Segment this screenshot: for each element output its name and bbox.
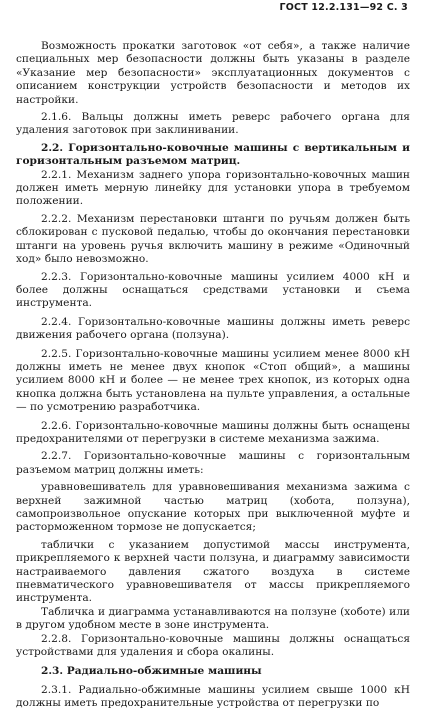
clause-2-2-6: 2.2.6. Горизонтально-ковочные машины должны быть оснащены предохранителями от перегрузки в системе механизма зажима. — [16, 419, 410, 445]
paragraph: Возможность прокатки заготовок «от себя», а также наличие специальных мер безопасности должны быть указаны в разделе «Указание мер безопасности» эксплуатационных документов с описанием конструкции устройств безопасности и методов их настройки. — [16, 40, 410, 106]
list-item-counterbalance: уравновешиватель для уравновешивания механизма зажима с верхней зажимной частью матриц (хобота, ползуна), самопроизвольное опускание которых при выключенной муфте и расторможенном тормозе не допускается; — [16, 481, 410, 534]
clause-2-2-4: 2.2.4. Горизонтально-ковочные машины должны иметь реверс движения рабочего органа (ползуна). — [16, 315, 410, 342]
clause-2-3-1: 2.3.1. Радиально-обжимные машины усилием свыше 1000 кН должны иметь предохранительные устройства от перегрузки по — [16, 683, 410, 710]
clause-2-2-2: 2.2.2. Механизм перестановки штанги по ручьям должен быть сблокирован с пусковой педалью, чтобы до окончания перестановки штанги на уровень ручья включить машину в режиме «Одиночный ход» было невозможно. — [16, 212, 410, 266]
paragraph-plate-location: Табличка и диаграмма устанавливаются на ползуне (хоботе) или в другом удобном месте в зоне инструмента. — [16, 605, 410, 632]
section-heading-2-2 — [16, 142, 410, 169]
section-heading-text: 2.2. Горизонтально-ковочные машины с вертикальным и горизонтальным разъемом матриц. — [16, 141, 410, 168]
section-heading-2-3 — [16, 665, 410, 678]
clause-2-1-6: 2.1.6. Вальцы должны иметь реверс рабочего органа для удаления заготовок при заклинивании. — [16, 111, 410, 137]
clause-2-2-3: 2.2.3. Горизонтально-ковочные машины усилием 4000 кН и более должны оснащаться средствами установки и съема инструмента. — [16, 270, 410, 310]
document-body — [16, 40, 410, 711]
section-heading-text: 2.3. Радиально-обжимные машины — [41, 665, 262, 678]
clause-2-2-8: 2.2.8. Горизонтально-ковочные машины должны оснащаться устройствами для удаления и сбора окалины. — [16, 632, 410, 659]
page-header: ГОСТ 12.2.131—92 С. 3 — [279, 2, 408, 13]
clause-2-2-7: 2.2.7. Горизонтально-ковочные машины с горизонтальным разъемом матриц должны иметь: — [16, 450, 410, 476]
list-item-plates: таблички с указанием допустимой массы инструмента, прикрепляемого к верхней части ползуна, и диаграмму зависимости настраиваемого давления сжатого воздуха в системе пневматического уравновешивателя от массы прикрепляемого инструмента. — [16, 538, 410, 605]
clause-2-2-5: 2.2.5. Горизонтально-ковочные машины усилием менее 8000 кН должны иметь не менее двух кнопок «Стоп общий», а машины усилием 8000 кН и более — не менее трех кнопок, из которых одна кнопка должна быть установлена на пульте управления, а остальные — по усмотрению разработчика. — [16, 347, 410, 414]
clause-2-2-1: 2.2.1. Механизм заднего упора горизонтально-ковочных машин должен иметь мерную линейку для установки упора в требуемом положении. — [16, 168, 410, 208]
